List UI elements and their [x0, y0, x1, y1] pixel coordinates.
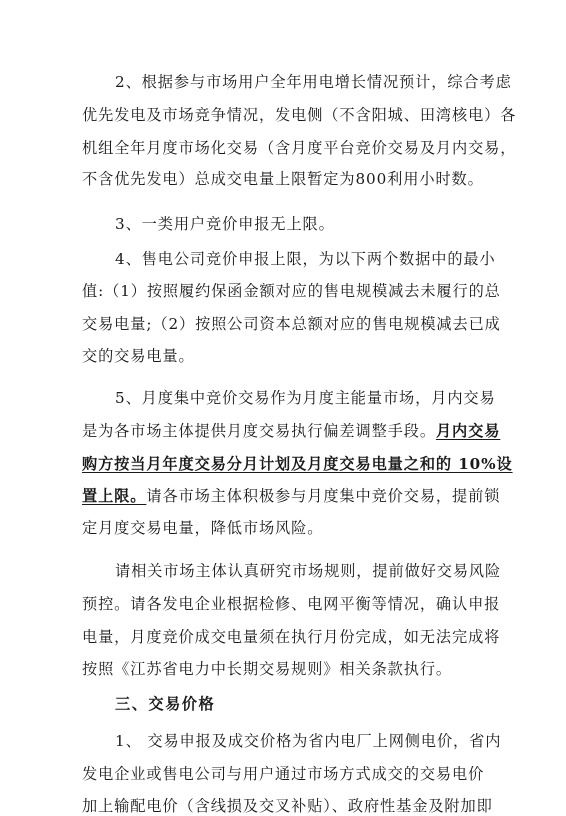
paragraph-5-line-4 [82, 486, 500, 506]
paragraph-7-line-1: 1、 交易申报及成交价格为省内电厂上网侧电价，省内 [115, 732, 502, 750]
paragraph-3: 3、一类用户竞价申报无上限。 [115, 215, 335, 233]
paragraph-6-line-2: 预控。请各发电企业根据检修、电网平衡等情况，确认申报 [82, 595, 501, 613]
paragraph-5-line-1: 5、月度集中竞价交易作为月度主能量市场，月内交易 [115, 389, 496, 407]
paragraph-5-line-3-emphasis: 购方按当月年度交易分月计划及月度交易电量之和的 10%设 [82, 455, 513, 473]
paragraph-2-line-2: 优先发电及市场竞争情况，发电侧（不含阳城、田湾核电）各 [82, 106, 517, 124]
paragraph-4-line-1: 4、售电公司竞价申报上限，为以下两个数据中的最小 [115, 250, 496, 268]
paragraph-5-line-2 [82, 421, 500, 441]
paragraph-4-line-4: 交的交易电量。 [82, 347, 195, 365]
paragraph-6-line-3: 电量，月度竞价成交电量须在执行月份完成，如无法完成将 [82, 628, 501, 646]
paragraph-5-line-4-emphasis: 置上限。 [82, 487, 147, 505]
section-heading: 三、交易价格 [115, 695, 216, 713]
paragraph-7-line-2: 发电企业或售电公司与用户通过市场方式成交的交易电价 [82, 765, 485, 783]
paragraph-5-line-4-plain: 请各市场主体积极参与月度集中竞价交易，提前锁 [146, 487, 501, 505]
paragraph-5-line-2-emphasis: 月内交易 [435, 422, 501, 440]
paragraph-4-line-3: 交易电量;（2）按照公司资本总额对应的售电规模减去已成 [82, 315, 501, 333]
paragraph-2-line-3: 机组全年月度市场化交易（含月度平台竞价交易及月内交易， [82, 139, 517, 157]
paragraph-7-line-3: 加上输配电价（含线损及交叉补贴）、政府性基金及附加即 [82, 797, 493, 815]
paragraph-2-line-1: 2、根据参与市场用户全年用电增长情况预计，综合考虑 [115, 73, 512, 91]
paragraph-4-line-2: 值:（1）按照履约保函金额对应的售电规模减去未履行的总 [82, 282, 501, 300]
paragraph-6-line-4: 按照《江苏省电力中长期交易规则》相关条款执行。 [82, 660, 453, 678]
paragraph-5-line-5: 定月度交易电量，降低市场风险。 [82, 519, 324, 537]
paragraph-5-line-2-plain: 是为各市场主体提供月度交易执行偏差调整手段。 [82, 422, 436, 440]
paragraph-6-line-1: 请相关市场主体认真研究市场规则，提前做好交易风险 [115, 562, 502, 580]
paragraph-2-line-4: 不含优先发电）总成交电量上限暂定为800利用小时数。 [82, 170, 484, 188]
